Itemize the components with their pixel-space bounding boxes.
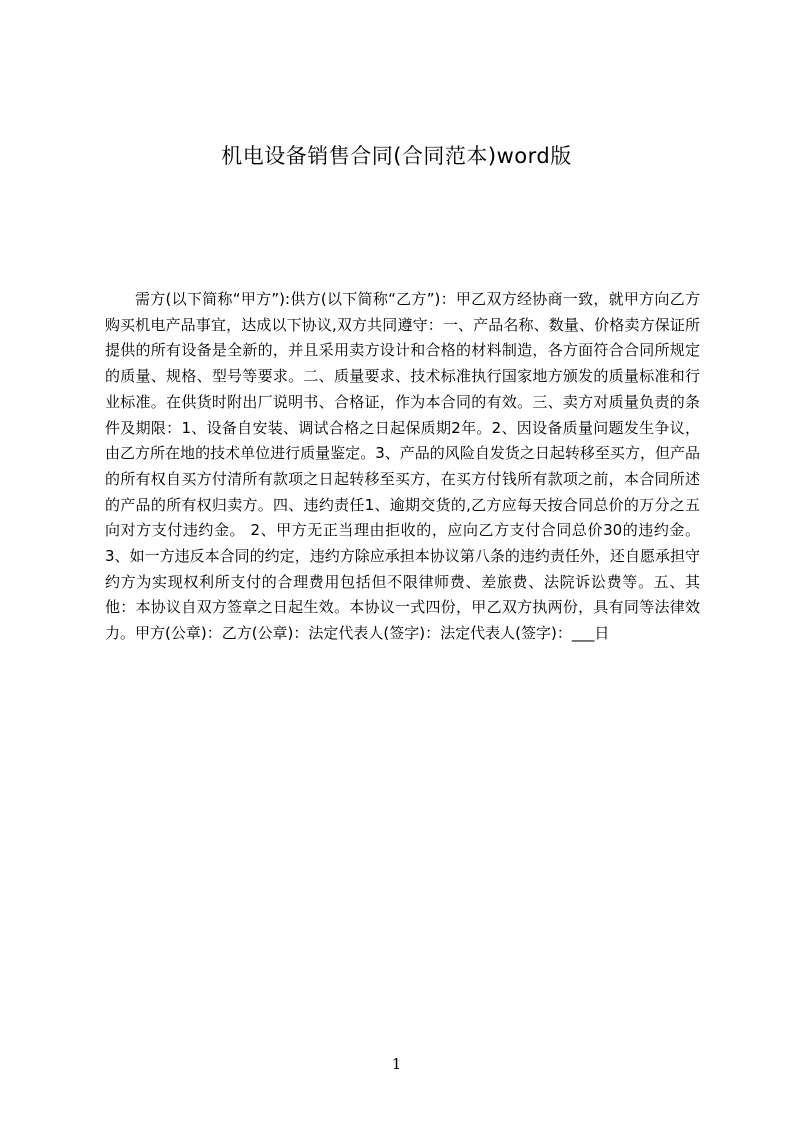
page-number: 1 bbox=[391, 1055, 402, 1073]
document-title: 机电设备销售合同(合同范本)word版 bbox=[221, 144, 572, 168]
contract-body-text: 需方(以下简称“甲方”):供方(以下简称“乙方”)：甲乙双方经协商一致，就甲方向乙方购买机电产品事宜，达成以下协议,双方共同遵守：一、产品名称、数量、价格卖方保证所提供的所有设备是全新的，并且采用卖方设计和合格的材料制造，各方面符合合同所规定的质量、规格、型号等要求。二、质量要求、技术标准执行国家地方颁发的质量标准和行业标准。在供货时附出厂说明书、合格证，作为本合同的有效。三、卖方对质量负责的条件及期限：1、设备自安装、调试合格之日起保质期2年。2、因设备质量问题发生争议，由乙方所在地的技术单位进行质量鉴定。3、产品的风险自发货之日起转移至买方，但产品的所有权自买方付清所有款项之日起转移至买方，在买方付钱所有款项之前，本合同所述的产品的所有权归卖方。四、违约责任1、逾期交货的,乙方应每天按合同总价的万分之五向对方支付违约金。 2、甲方无正当理由拒收的，应向乙方支付合同总价30的违约金。3、如一方违反本合同的约定，违约方除应承担本协议第八条的违约责任外，还自愿承担守约方为实现权利所支付的合理费用包括但不限律师费、差旅费、法院诉讼费等。五、其他：本协议自双方签章之日起生效。本协议一式四份，甲乙双方执两份，具有同等法律效力。甲方(公章)：乙方(公章)：法定代表人(签字)：法定代表人(签字)：___日 bbox=[105, 290, 700, 643]
